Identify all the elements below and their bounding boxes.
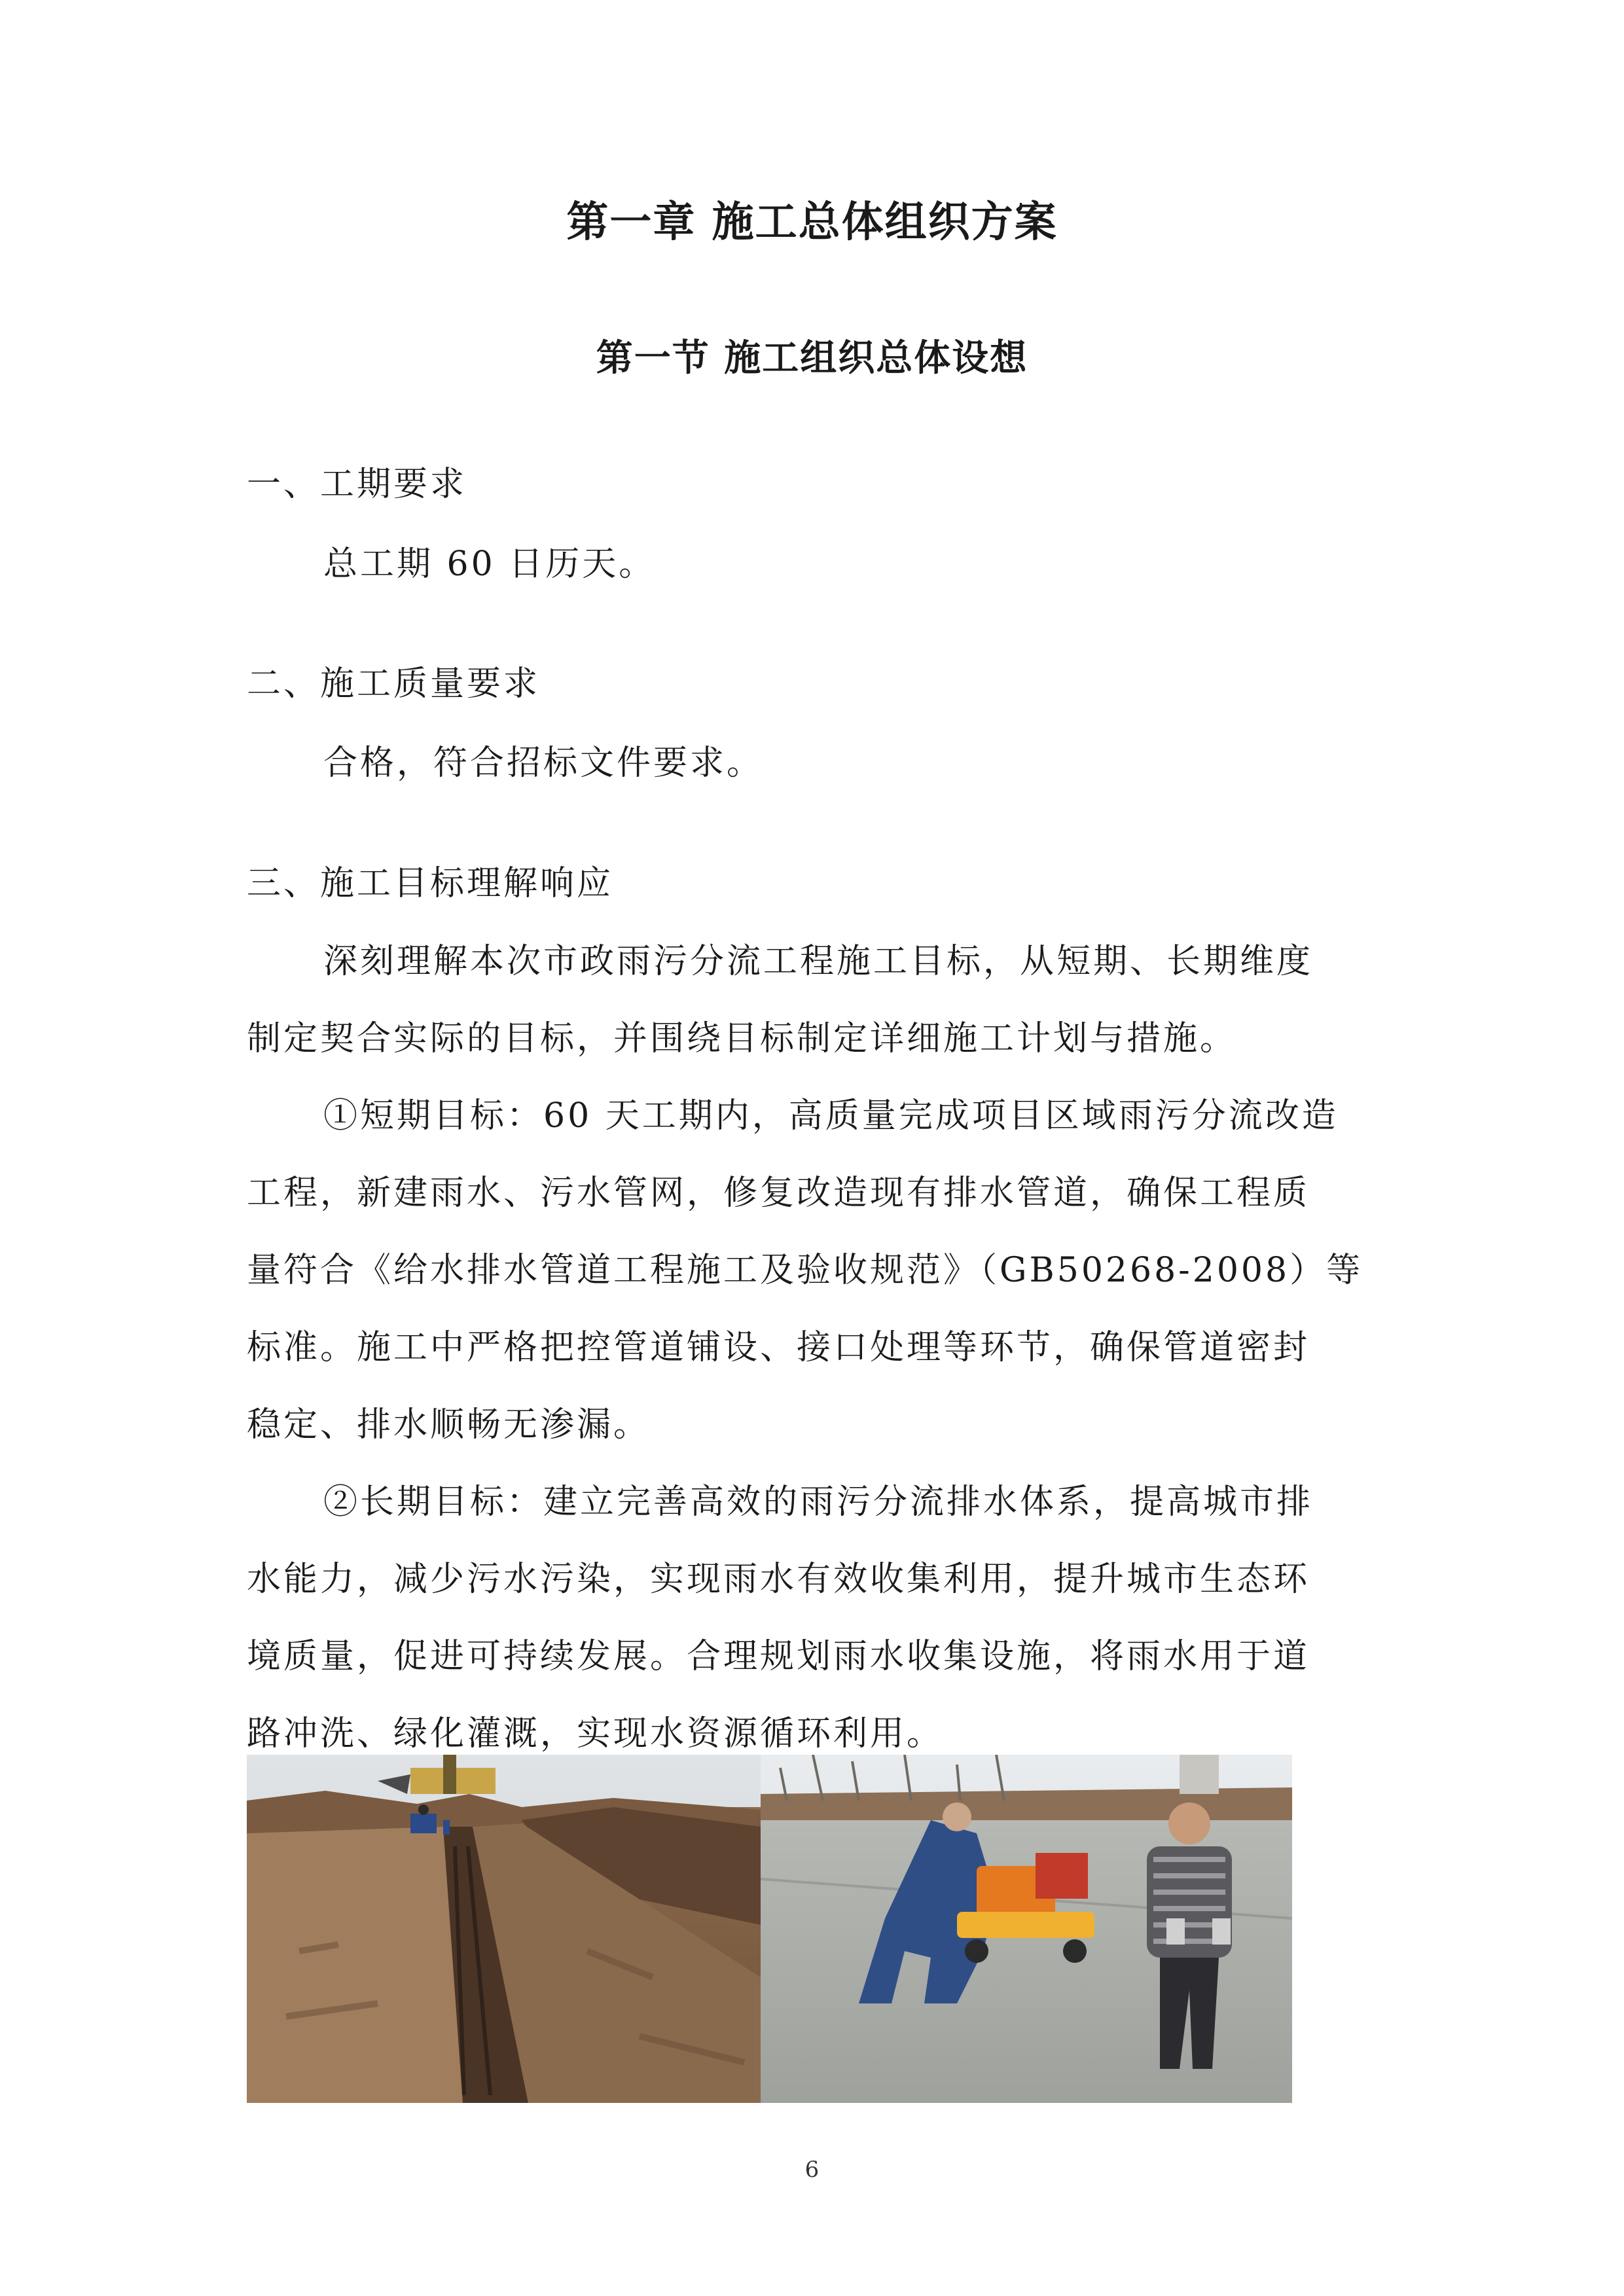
paragraph-line: 水能力，减少污水污染，实现雨水有效收集利用，提升城市生态环 bbox=[247, 1560, 1310, 1599]
heading-quality: 二、施工质量要求 bbox=[247, 664, 541, 704]
text-schedule: 总工期 60 日历天。 bbox=[323, 545, 656, 584]
concrete-cutting-photo bbox=[761, 1755, 1292, 2103]
paragraph-line: 深刻理解本次市政雨污分流工程施工目标，从短期、长期维度 bbox=[323, 942, 1314, 981]
page-number: 6 bbox=[804, 2157, 820, 2183]
paragraph-long-term bbox=[247, 1463, 1384, 1772]
paragraph-line: 路冲洗、绿化灌溉，实现水资源循环利用。 bbox=[247, 1714, 944, 1753]
paragraph-line: ②长期目标：建立完善高效的雨污分流排水体系，提高城市排 bbox=[323, 1482, 1314, 1522]
paragraph-intro bbox=[247, 923, 1384, 1077]
paragraph-line: 稳定、排水顺畅无渗漏。 bbox=[247, 1405, 651, 1444]
trench-excavation-photo bbox=[247, 1755, 761, 2103]
heading-schedule: 一、工期要求 bbox=[247, 465, 467, 504]
section-title: 第一节 施工组织总体设想 bbox=[596, 337, 1028, 380]
paragraph-line: 量符合《给水排水管道工程施工及验收规范》（GB50268-2008）等 bbox=[247, 1251, 1363, 1290]
text-quality: 合格，符合招标文件要求。 bbox=[323, 744, 764, 783]
construction-photos bbox=[247, 1755, 1292, 2103]
paragraph-short-term bbox=[247, 1077, 1384, 1463]
paragraph-line: 工程，新建雨水、污水管网，修复改造现有排水管道，确保工程质 bbox=[247, 1174, 1310, 1213]
heading-goals: 三、施工目标理解响应 bbox=[247, 864, 614, 903]
paragraph-line: 标准。施工中严格把控管道铺设、接口处理等环节，确保管道密封 bbox=[247, 1328, 1310, 1367]
paragraph-line: 境质量，促进可持续发展。合理规划雨水收集设施，将雨水用于道 bbox=[247, 1637, 1310, 1676]
paragraph-line: ①短期目标：60 天工期内，高质量完成项目区域雨污分流改造 bbox=[323, 1096, 1339, 1136]
paragraph-line: 制定契合实际的目标，并围绕目标制定详细施工计划与措施。 bbox=[247, 1019, 1237, 1058]
chapter-title: 第一章 施工总体组织方案 bbox=[566, 198, 1058, 247]
